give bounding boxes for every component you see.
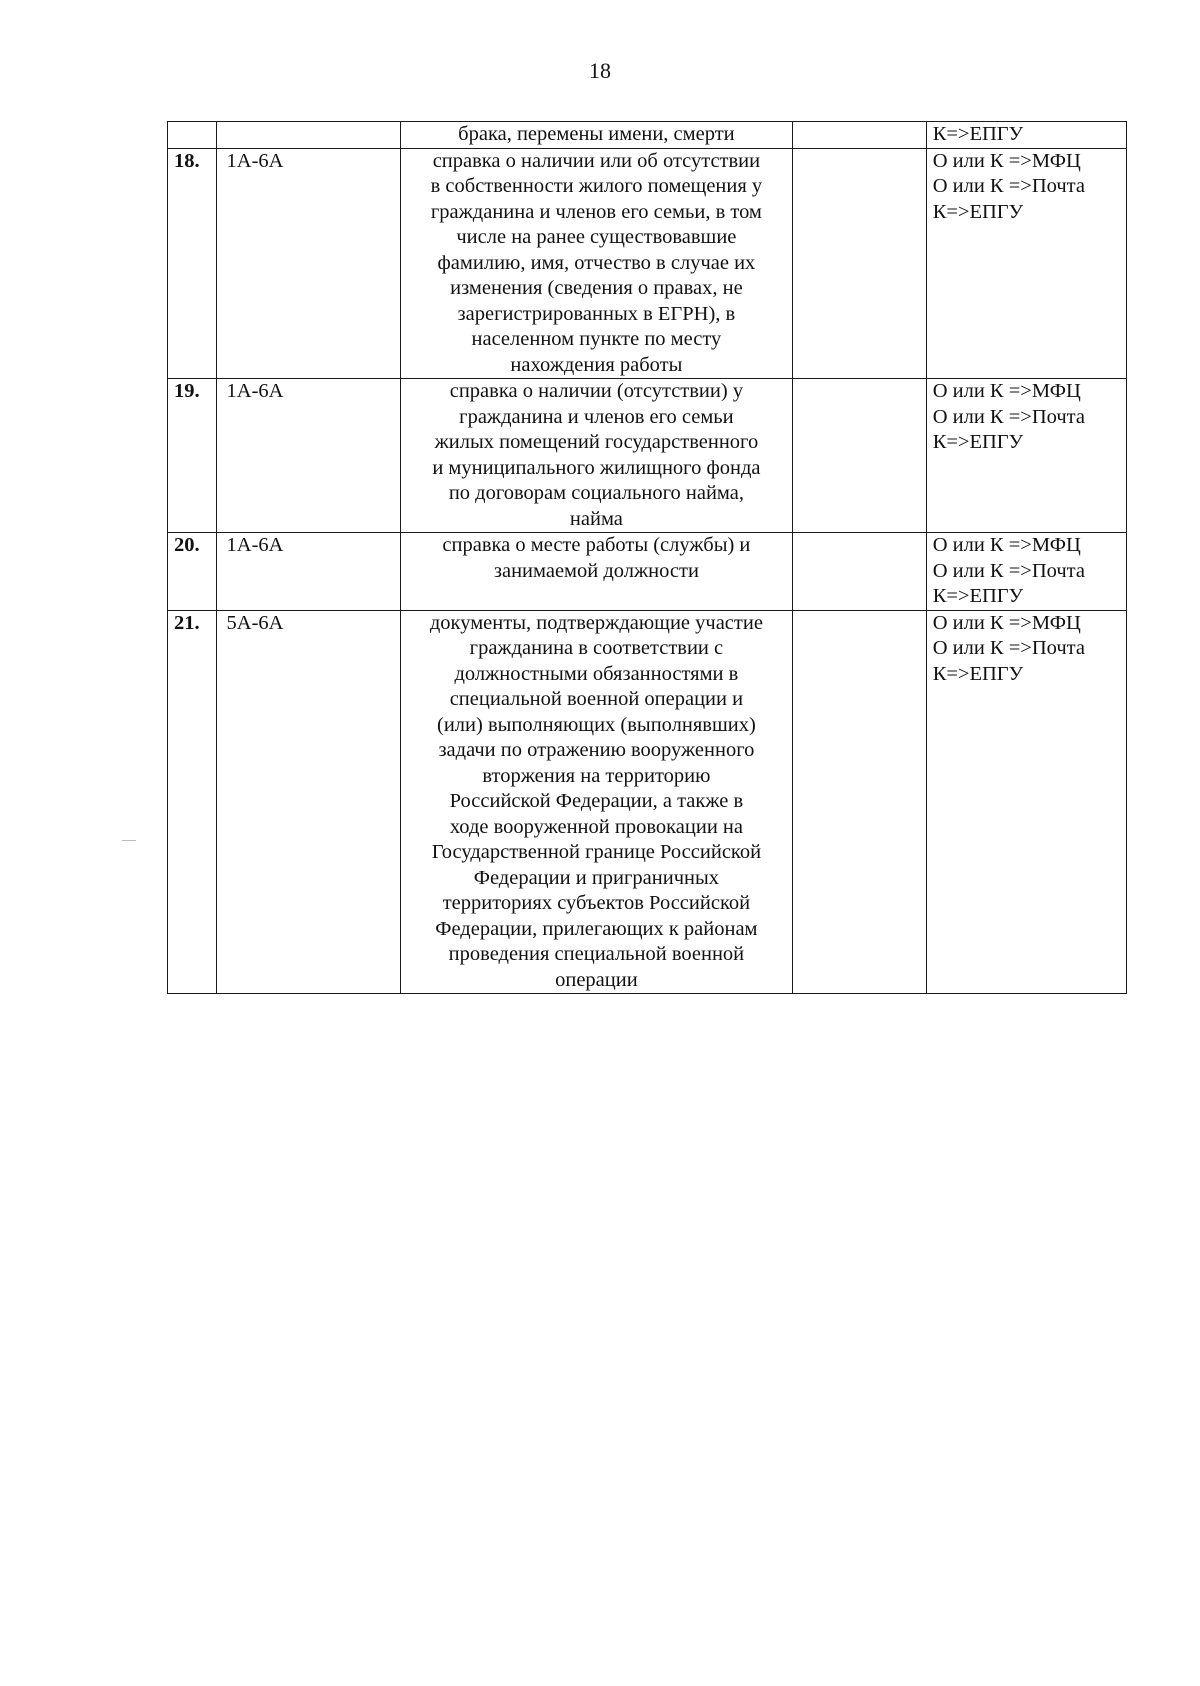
description-line: гражданина и членов его семьи, в том: [430, 200, 762, 223]
description-line: Федерации, прилегающих к районам: [435, 917, 758, 940]
page-number: 18: [589, 58, 611, 83]
row-empty-cell: [793, 379, 927, 533]
description-line: вторжения на территорию: [482, 764, 711, 787]
description-line: изменения (сведения о правах, не: [450, 277, 743, 299]
delivery-line: О или К =>МФЦ: [932, 380, 1081, 402]
row-delivery-cell: [926, 533, 1126, 611]
description-line: ходе вооруженной провокации на: [449, 815, 743, 838]
delivery-line: К=>ЕПГУ: [932, 123, 1024, 145]
description-line: числе на ранее существовавшие: [456, 226, 737, 248]
row-delivery-cell: [926, 122, 1126, 149]
row-code-cell: 1А-6А: [216, 533, 400, 611]
document-table: [167, 121, 1127, 994]
description-line: населенном пункте по месту: [471, 328, 722, 350]
row-delivery-cell: [926, 610, 1126, 994]
description-line: зарегистрированных в ЕГРН), в: [457, 302, 736, 325]
delivery-line: О или К =>МФЦ: [932, 149, 1081, 172]
row-number-cell: [168, 122, 217, 149]
row-code-cell: 1А-6А: [216, 148, 400, 379]
row-description-cell: [400, 148, 793, 379]
row-description-cell: [400, 610, 793, 994]
row-number-cell: 19.: [168, 379, 217, 533]
delivery-line: О или К =>Почта: [932, 637, 1085, 659]
row-description-cell: [400, 533, 793, 611]
description-line: (или) выполняющих (выполнявших): [437, 713, 756, 736]
row-empty-cell: [793, 148, 927, 379]
description-line: жилых помещений государственного: [434, 431, 759, 453]
delivery-line: К=>ЕПГУ: [932, 662, 1024, 685]
description-line: занимаемой должности: [493, 559, 699, 582]
table-row-20: [168, 533, 1127, 611]
description-line: документы, подтверждающие участие: [429, 611, 763, 634]
description-line: найма: [569, 507, 623, 530]
row-empty-cell: [793, 122, 927, 149]
description-line: нахождения работы: [510, 353, 683, 376]
row-code-cell: [216, 122, 400, 149]
delivery-line: О или К =>Почта: [932, 405, 1085, 428]
row-number-cell: 20.: [168, 533, 217, 611]
description-line: территориях субъектов Российской: [442, 892, 751, 914]
row-number-cell: 21.: [168, 610, 217, 994]
scan-edge-mark: [122, 840, 136, 841]
delivery-line: К=>ЕПГУ: [932, 585, 1024, 607]
description-line: справка о месте работы (службы) и: [442, 534, 751, 556]
description-line: Российской Федерации, а также в: [449, 790, 744, 812]
description-line: Государственной границе Российской: [431, 841, 762, 863]
delivery-line: О или К =>Почта: [932, 175, 1085, 197]
row-delivery-cell: [926, 148, 1126, 379]
table-row-continuation: [168, 122, 1127, 149]
description-line: Федерации и приграничных: [473, 866, 720, 889]
delivery-line: О или К =>Почта: [932, 559, 1085, 582]
description-line: задачи по отражению вооруженного: [438, 739, 755, 761]
description-line: по договорам социального найма,: [448, 482, 744, 504]
description-line: и муниципального жилищного фонда: [432, 456, 761, 479]
description-line: справка о наличии или об отсутствии: [432, 149, 761, 172]
row-delivery-cell: [926, 379, 1126, 533]
table-row-19: [168, 379, 1127, 533]
row-description-cell: [400, 122, 793, 149]
table-row-18: [168, 148, 1127, 379]
row-code-cell: 1А-6А: [216, 379, 400, 533]
delivery-line: О или К =>МФЦ: [932, 534, 1081, 556]
table-row-21: [168, 610, 1127, 994]
description-line: фамилию, имя, отчество в случае их: [437, 251, 756, 274]
delivery-line: К=>ЕПГУ: [932, 200, 1024, 223]
row-description-cell: [400, 379, 793, 533]
description-line: должностными обязанностями в: [454, 662, 739, 685]
row-empty-cell: [793, 533, 927, 611]
description-line: справка о наличии (отсутствии) у: [449, 380, 744, 402]
delivery-line: К=>ЕПГУ: [932, 431, 1024, 453]
row-code-cell: 5А-6А: [216, 610, 400, 994]
delivery-line: О или К =>МФЦ: [932, 611, 1081, 634]
description-line: брака, перемены имени, смерти: [458, 123, 735, 145]
description-line: специальной военной операции и: [449, 688, 744, 710]
description-line: гражданина и членов его семьи: [459, 405, 734, 428]
row-empty-cell: [793, 610, 927, 994]
description-line: в собственности жилого помещения у: [430, 175, 763, 197]
description-line: проведения специальной военной: [448, 943, 745, 965]
row-number-cell: 18.: [168, 148, 217, 379]
description-line: гражданина в соответствии с: [469, 637, 724, 659]
description-line: операции: [555, 968, 638, 991]
